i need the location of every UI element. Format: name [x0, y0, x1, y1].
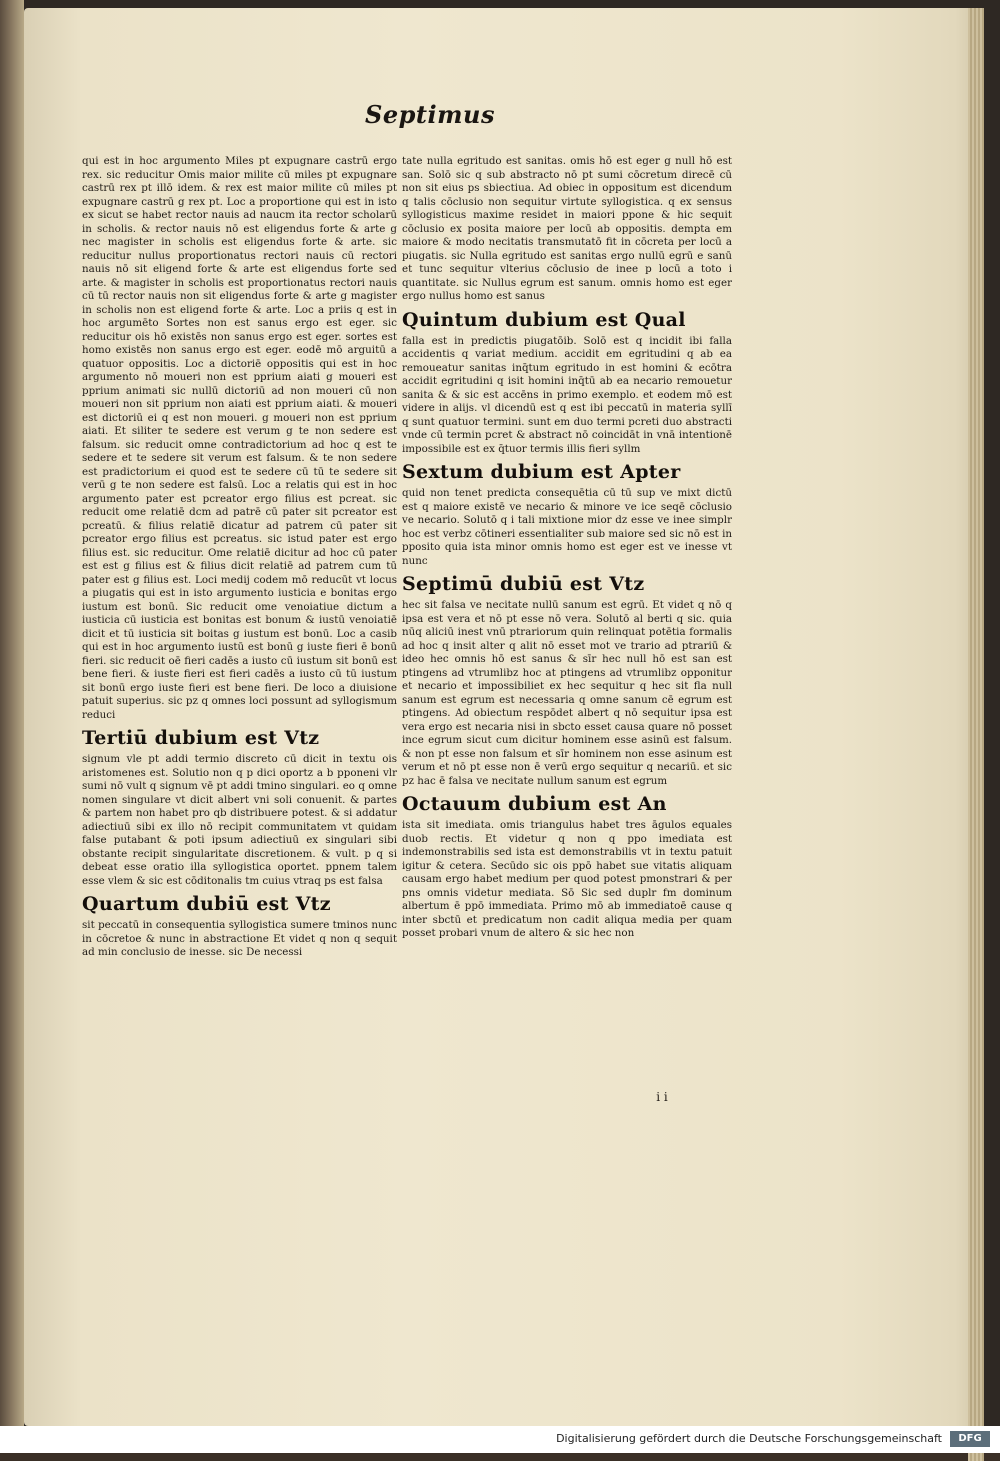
right-paragraph-5: ista sit imediata. omis triangulus habet tres āgulos equales duob rectis. Et videtur q non q ppo imediata est indemonstrabilis sed ista est demonstrabilis vt in textu patuit igitur & cetera. Secūdo sic ois ppō habet sue vitatis aliquam causam ergo habet medium per quod potest pmonstrari & per pns omnis videtur mediata. Sō Sic sed duplr fm dominum albertum ē ppō immediata. Primo mō ab immediatoē cause q inter sbctū et predicatum non cadit aliqua media per quam posset probari vnum de altero & sic hec non — [402, 819, 732, 939]
footer-bar — [0, 1426, 1000, 1453]
book-gutter — [0, 0, 24, 1453]
signature-mark: i i — [656, 1090, 668, 1104]
footer-credit: Digitalisierung gefördert durch die Deutsche Forschungsgemeinschaft — [556, 1432, 942, 1445]
heading-quartum-dubium: Quartum dubiū est Vtz — [82, 893, 331, 915]
right-paragraph-4: hec sit falsa ve necitate nullū sanum est egrū. Et videt q nō q ipsa est vera et nō pt esse nō vera. Solutō al berti q sic. quia nūq aliciū inest vnū ptrariorum quin relinquat potētia formalis ad hoc q insit alter q alit nō esset mot ve trario ad ptrariū & ideo hec omnis hō est sanus & sīr hec null hō est san est ptingens ad vtrumlibz hoc at ptingens ad vtrumlibz opponitur et necario et impossibiliet ex hec sequitur q hec sit fla null sanum est egrum est necessaria q omne sanum cē egrum est ptingens. Ad obiectum respōdet albert q nō sequitur ipsa est vera ergo est necaria nisi in sbcto esset causa quare nō posset ince egrum sicut cum dicitur hominem esse asinū est falsum. & non pt esse non falsum et sīr hominem non esse asinum est verum et nō pt esse non ē verū ergo sequitur q necariū. et sic pz hac ē falsa ve necitate nullum sanum est egrum — [402, 599, 732, 787]
left-paragraph-3: sit peccatū in consequentia syllogistica sumere tminos nunc in cōcretoe & nunc in abstractione Et videt q non q sequit ad min conclusio de inesse. sic De necessi — [82, 919, 397, 958]
left-paragraph-1: qui est in hoc argumento Miles pt expugnare castrū ergo rex. sic reducitur Omis maior milite cū miles pt expugnare castrū rex pt illō idem. & rex est maior milite cū miles pt expugnare castrū g rex pt. Loc a proportione qui est in isto ex sicut se habet rector nauis ad naucm ita rector scholarū in scholis. & rector nauis nō est eligendus forte & arte g nec magister in scholis est eligendus forte & arte. sic reducitur nullus proportionatus rectori nauis cū rectori nauis nō sit eligend forte & arte est eligendus forte sed arte. & magister in scholis est proportionatus rectori nauis cū tū rector nauis non sit eligendus forte & arte g magister in scholis non est eligend forte & arte. Loc a priis q est in hoc argumēto Sortes non est sanus ergo est eger. sic reducitur ois hō existēs non sanus ergo est eger. sortes est homo existēs non sanus ergo est eger. eodē mō arguitū a quatuor oppositis. Loc a dictoriē oppositis qui est in hoc argumento nō moueri non est pprium aiati g moueri est pprium animati sic nullū dictoriū ad non moueri cū non moueri non sit pprium non aiati est pprium aiati. & moueri est dictoriū ei q est non moueri. g moueri non est pprium aiati. Et siliter te sedere est verum g te non sedere est falsum. sic reducit omne contradictorium ad hoc q est te sedere et te sedere sit verum est falsum. & te non sedere est pradictorium ei quod est te sedere cū tū te sedere sit verū g te non sedere est falsū. Loc a relatis qui est in hoc argumento pater est pcreator ergo filius est pcreat. sic reducit ome relatiē dcm ad patrē cū pater sit pcreator est pcreatū. & filius relatiē dicatur ad patrem cū pater sit pcreator ergo filius est pcreatus. sic istud pater est ergo filius est. sic reducitur. Ome relatiē dicitur ad hoc cū pater est est g filius est & filius dicit relatiē ad patrem cum tū pater est g filius est. Loci medij codem mō reducūt vt locus a piugatis qui est in isto argumento iusticia e bonitas ergo iustum est bonū. Sic reducit ome venoiatiue dictum a iusticia cū iusticia est bonitas est bonum & iustū venoiatiē dicit et tū iusticia sit boitas g iustum est bonū. Loc a casib qui est in hoc argumento iustū est bonū g iuste fieri ē bonū fieri. sic reducit oē fieri cadēs a iusto cū iustum sit bonū est bene fieri. & iuste fieri est fieri cadēs a iusto cū tū iustum sit bonū ergo iuste fieri est bene fieri. De loco a diuisione patuit superius. sic pz q omnes loci possunt ad syllogismum reduci — [82, 155, 397, 721]
left-paragraph-2: signum vle pt addi termio discreto cū dicit in textu ois aristomenes est. Solutio non q p dici oportz a b pponeni vlr sumi nō vult q signum vē pt addi tmino singulari. eo q omne nomen singulare vt dicit albert vni soli conuenit. & partes & partem non habet pro qb distribuere potest. & si addatur adiectiuū sibi ex illo nō recipit communitatem vt quidam false putabant & poti ipsum adiectiuū ex singulari sibi obstante recipit singularitate discretionem. & vult. p q si debeat esse oratio illa syllogistica oportet. ppnem talem esse vlem & sic est cōditonalis tm cuius vtraq ps est falsa — [82, 753, 397, 887]
left-column — [82, 155, 397, 1115]
right-paragraph-1: tate nulla egritudo est sanitas. omis hō est eger g null hō est san. Solō sic q sub abstracto nō pt sumi cōcretum direcē cū non sit eius ps sbiectiua. Ad obiec in oppositum est dicendum q talis cōclusio non sequitur virtute syllogistica. q ex sensus syllogisticus maxime residet in maiori ppone & hic sequit cōclusio ex posita maiore per locū ab oppositis. dempta em maiore & modo necitatis transmutatō fit in cōcreta per locū a piugatis. sic Nulla egritudo est sanitas ergo nullū egrū e sanū et tunc sequitur vlterius cōclusio de inee p locū a toto i quantitate. sic Nullus egrum est sanum. omnis homo est eger ergo nullus homo est sanus — [402, 155, 732, 302]
heading-octauum-dubium: Octauum dubium est An — [402, 793, 667, 815]
right-paragraph-2: falla est in predictis piugatōib. Solō est q incidit ibi falla accidentis q variat medium. accidit em egritudini q ab ea remoueatur sanitas inq̄tum egritudo in est homini & ecōtra accidit egritudini q isit homini inq̄tū ab ea necario remouetur sanita & & sic est accēns in primo exemplo. et eodem mō est videre in alijs. vl dicendū est q est ibi peccatū in materia syllī q sunt quatuor termini. sunt em duo termi pcreti duo abstracti vnde cū termin pcret & abstract nō coincidāt in vnā intentionē impossibile est ex q̄tuor termis illis fieri syllm — [402, 334, 732, 455]
dfg-logo: DFG — [950, 1431, 990, 1447]
heading-sextum-dubium: Sextum dubium est Apter — [402, 461, 681, 483]
heading-tertium-dubium: Tertiū dubium est Vtz — [82, 727, 320, 749]
running-head: Septimus — [365, 100, 495, 129]
right-paragraph-3: quid non tenet predicta consequētia cū tū sup ve mixt dictū est q maiore existē ve necario & minore ve ice seqē cōclusio ve necario. Solutō q i tali mixtione mior dz esse ve inee simplr hoc est verbz cōtineri essentialiter sub maiore sed sic nō est in pposito quia ista minor omnis homo est eger est ve inesse vt nunc — [402, 487, 732, 567]
heading-quintum-dubium: Quintum dubium est Qual — [402, 308, 686, 331]
page-edges — [968, 8, 984, 1461]
heading-septimum-dubium: Septimū dubiū est Vtz — [402, 573, 645, 595]
right-column — [402, 155, 732, 1105]
